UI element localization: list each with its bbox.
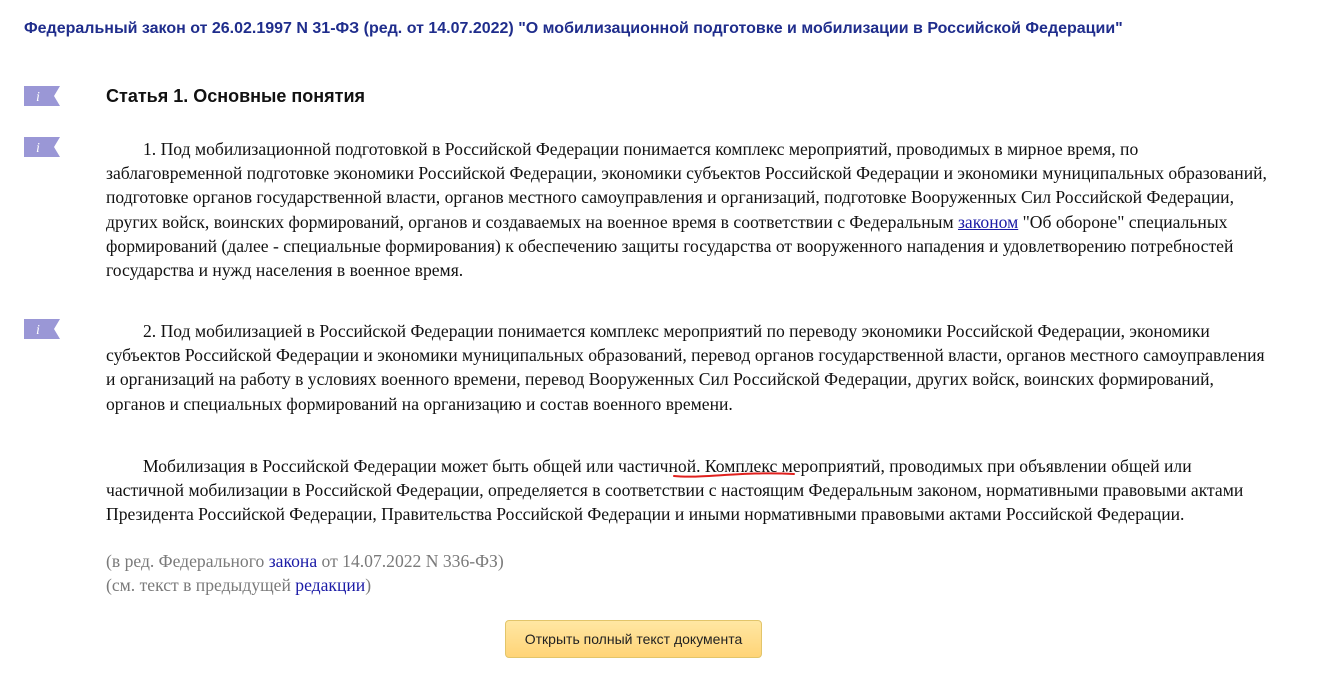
previous-version-note: (см. текст в предыдущей редакции) [106, 575, 372, 595]
paragraph-1-text: 1. Под мобилизационной подготовкой в Российской Федерации понимается комплекс мероприятий, проводимых в мирное время, по заблаговременной подготовке экономики Российской Федерации, экономики субъектов Российской Федерации и экономики муниципальных образований, подготовке органов государственной власти, органов местного самоуправления и организаций, подготовке Вооруженных Сил Российской Федерации, других войск, воинских формирований, органов и создаваемых на военное время в соответствии с Федеральным [106, 139, 1267, 232]
paragraph-1-text-continued: "Об обороне" специальных формирований (далее - специальные формирования) к обеспечению защиты государства от вооруженного нападения и удовлетворению потребностей государства и нужд населения в военное время. [106, 211, 1234, 281]
info-icon[interactable] [24, 318, 60, 340]
paragraph-3 [106, 454, 1271, 527]
amendment-law-link[interactable]: закона [268, 551, 318, 571]
paragraph-2-text: 2. Под мобилизацией в Российской Федерации понимается комплекс мероприятий по переводу экономики Российской Федерации, экономики субъектов Российской Федерации и экономики муниципальных образований, перевод органов государственной власти, органов местного самоуправления и организаций на работу в условиях военного времени, перевод Вооруженных Сил Российской Федерации, других войск, воинских формирований, органов и специальных формирований на организацию и состав военного времени. [106, 321, 1265, 414]
svg-text:i: i [36, 141, 40, 156]
info-icon[interactable] [24, 136, 60, 158]
paragraph-2 [106, 319, 1271, 416]
paragraph-1 [106, 137, 1271, 282]
article-title: Статья 1. Основные понятия [106, 86, 366, 106]
svg-text:i: i [36, 323, 40, 338]
svg-text:i: i [36, 90, 40, 105]
amendment-note: (в ред. Федерального закона от 14.07.2022 N 336-ФЗ) [106, 551, 504, 571]
info-icon[interactable] [24, 85, 60, 107]
paragraph-3-text: Мобилизация в Российской Федерации может быть общей или частичной. Комплекс мероприятий, проводимых при объявлении общей или частичной мобилизации в Российской Федерации, определяется в соответствии с настоящим Федеральным законом, нормативными правовыми актами Президента Российской Федерации, Правительства Российской Федерации и иными нормативными правовыми актами Российской Федерации. [106, 456, 1244, 525]
previous-version-link[interactable]: редакции [295, 575, 366, 595]
document-title[interactable]: Федеральный закон от 26.02.1997 N 31-ФЗ (ред. от 14.07.2022) "О мобилизационной подготовке и мобилизации в Российской Федерации" [24, 20, 1123, 37]
spellcheck-underline [672, 470, 796, 480]
law-link-ob-oborone[interactable]: законом [957, 211, 1019, 232]
open-full-text-button[interactable]: Открыть полный текст документа [505, 620, 762, 658]
